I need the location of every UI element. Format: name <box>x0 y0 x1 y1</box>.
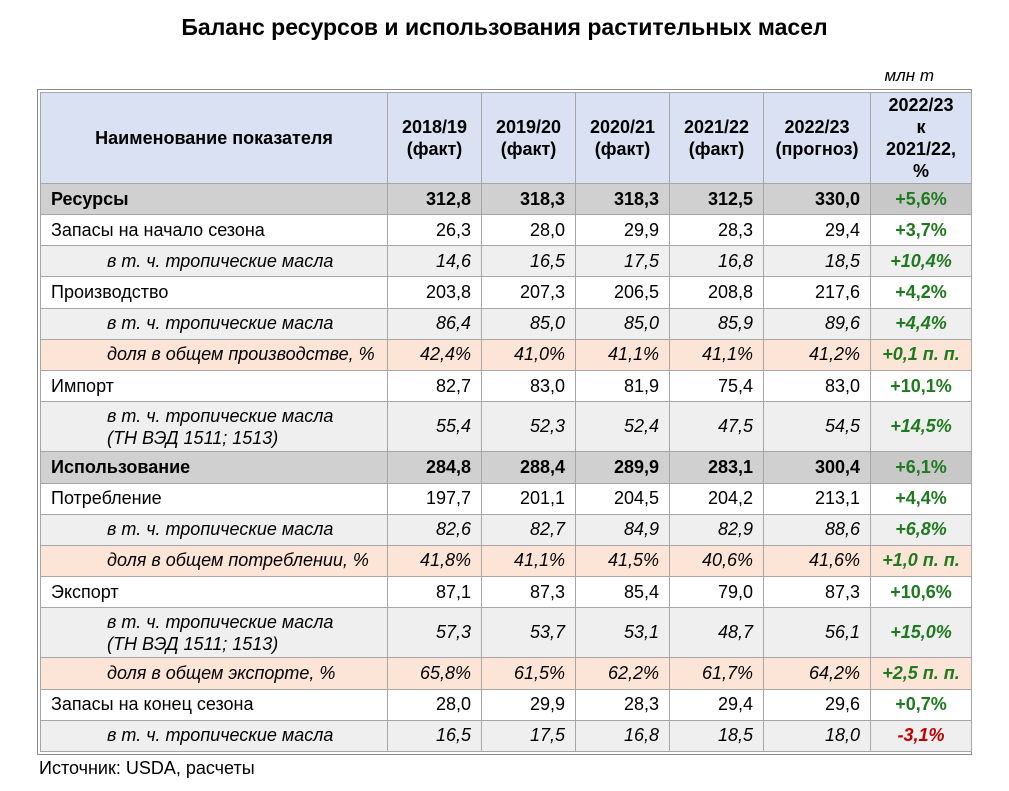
value-cell: 41,8% <box>388 545 482 576</box>
change-cell: +10,4% <box>871 246 972 277</box>
change-cell: +4,2% <box>871 277 972 308</box>
table-row <box>41 658 972 689</box>
value-cell: 83,0 <box>764 370 871 401</box>
value-cell: 41,2% <box>764 339 871 370</box>
value-cell: 28,0 <box>388 689 482 720</box>
value-cell: 81,9 <box>576 370 670 401</box>
row-label: в т. ч. тропические масла (ТН ВЭД 1511; 1513) <box>41 402 388 452</box>
value-cell: 56,1 <box>764 608 871 658</box>
value-cell: 208,8 <box>670 277 764 308</box>
value-cell: 29,4 <box>764 215 871 246</box>
change-cell: +14,5% <box>871 402 972 452</box>
unit-label: млн т <box>884 66 934 85</box>
value-cell: 330,0 <box>764 184 871 215</box>
value-cell: 204,2 <box>670 483 764 514</box>
value-cell: 47,5 <box>670 402 764 452</box>
column-header-year: 2021/22 (факт) <box>670 93 764 184</box>
table-row <box>41 402 972 452</box>
value-cell: 17,5 <box>482 720 576 751</box>
value-cell: 82,9 <box>670 514 764 545</box>
value-cell: 312,8 <box>388 184 482 215</box>
value-cell: 85,9 <box>670 308 764 339</box>
table-row <box>41 184 972 215</box>
change-cell: +4,4% <box>871 483 972 514</box>
change-cell: +10,1% <box>871 370 972 401</box>
value-cell: 48,7 <box>670 608 764 658</box>
value-cell: 41,6% <box>764 545 871 576</box>
value-cell: 85,4 <box>576 576 670 607</box>
table-row <box>41 483 972 514</box>
value-cell: 41,0% <box>482 339 576 370</box>
value-cell: 82,6 <box>388 514 482 545</box>
value-cell: 28,0 <box>482 215 576 246</box>
value-cell: 40,6% <box>670 545 764 576</box>
table-row <box>41 689 972 720</box>
change-cell: +4,4% <box>871 308 972 339</box>
data-table-frame <box>37 89 972 755</box>
value-cell: 217,6 <box>764 277 871 308</box>
table-header-row <box>41 93 972 184</box>
value-cell: 83,0 <box>482 370 576 401</box>
table-row <box>41 339 972 370</box>
row-label: Экспорт <box>41 576 388 607</box>
value-cell: 18,0 <box>764 720 871 751</box>
table-row <box>41 277 972 308</box>
column-header-year: 2018/19 (факт) <box>388 93 482 184</box>
value-cell: 203,8 <box>388 277 482 308</box>
value-cell: 52,3 <box>482 402 576 452</box>
value-cell: 312,5 <box>670 184 764 215</box>
table-row <box>41 308 972 339</box>
value-cell: 82,7 <box>388 370 482 401</box>
value-cell: 85,0 <box>576 308 670 339</box>
change-cell: +15,0% <box>871 608 972 658</box>
value-cell: 62,2% <box>576 658 670 689</box>
balance-table <box>40 92 972 752</box>
value-cell: 29,9 <box>482 689 576 720</box>
row-label: в т. ч. тропические масла <box>41 720 388 751</box>
change-cell: +5,6% <box>871 184 972 215</box>
table-row <box>41 608 972 658</box>
value-cell: 28,3 <box>576 689 670 720</box>
value-cell: 41,1% <box>576 339 670 370</box>
row-label: в т. ч. тропические масла (ТН ВЭД 1511; 1513) <box>41 608 388 658</box>
value-cell: 84,9 <box>576 514 670 545</box>
change-cell: -3,1% <box>871 720 972 751</box>
value-cell: 42,4% <box>388 339 482 370</box>
value-cell: 16,8 <box>576 720 670 751</box>
value-cell: 29,6 <box>764 689 871 720</box>
row-label: доля в общем потреблении, % <box>41 545 388 576</box>
value-cell: 52,4 <box>576 402 670 452</box>
table-row <box>41 576 972 607</box>
value-cell: 300,4 <box>764 452 871 483</box>
value-cell: 85,0 <box>482 308 576 339</box>
row-label: Импорт <box>41 370 388 401</box>
row-label: доля в общем производстве, % <box>41 339 388 370</box>
table-row <box>41 215 972 246</box>
change-cell: +10,6% <box>871 576 972 607</box>
value-cell: 206,5 <box>576 277 670 308</box>
value-cell: 89,6 <box>764 308 871 339</box>
value-cell: 17,5 <box>576 246 670 277</box>
row-label: Производство <box>41 277 388 308</box>
value-cell: 207,3 <box>482 277 576 308</box>
value-cell: 54,5 <box>764 402 871 452</box>
change-cell: +0,7% <box>871 689 972 720</box>
table-row <box>41 370 972 401</box>
row-label: Запасы на конец сезона <box>41 689 388 720</box>
value-cell: 288,4 <box>482 452 576 483</box>
value-cell: 29,9 <box>576 215 670 246</box>
value-cell: 86,4 <box>388 308 482 339</box>
value-cell: 213,1 <box>764 483 871 514</box>
page-title: Баланс ресурсов и использования растительных масел <box>181 14 828 40</box>
row-label: доля в общем экспорте, % <box>41 658 388 689</box>
value-cell: 41,1% <box>482 545 576 576</box>
change-cell: +3,7% <box>871 215 972 246</box>
value-cell: 53,1 <box>576 608 670 658</box>
table-row <box>41 246 972 277</box>
value-cell: 16,5 <box>482 246 576 277</box>
value-cell: 284,8 <box>388 452 482 483</box>
value-cell: 53,7 <box>482 608 576 658</box>
value-cell: 283,1 <box>670 452 764 483</box>
row-label: Потребление <box>41 483 388 514</box>
value-cell: 16,5 <box>388 720 482 751</box>
value-cell: 318,3 <box>576 184 670 215</box>
value-cell: 14,6 <box>388 246 482 277</box>
column-header-change: 2022/23 к 2021/22, % <box>871 93 972 184</box>
column-header-year: 2022/23 (прогноз) <box>764 93 871 184</box>
value-cell: 28,3 <box>670 215 764 246</box>
column-header-year: 2019/20 (факт) <box>482 93 576 184</box>
value-cell: 82,7 <box>482 514 576 545</box>
table-row <box>41 514 972 545</box>
row-label: Ресурсы <box>41 184 388 215</box>
value-cell: 87,1 <box>388 576 482 607</box>
value-cell: 57,3 <box>388 608 482 658</box>
value-cell: 41,5% <box>576 545 670 576</box>
value-cell: 318,3 <box>482 184 576 215</box>
change-cell: +1,0 п. п. <box>871 545 972 576</box>
change-cell: +6,8% <box>871 514 972 545</box>
value-cell: 79,0 <box>670 576 764 607</box>
value-cell: 88,6 <box>764 514 871 545</box>
change-cell: +2,5 п. п. <box>871 658 972 689</box>
value-cell: 29,4 <box>670 689 764 720</box>
value-cell: 26,3 <box>388 215 482 246</box>
value-cell: 18,5 <box>670 720 764 751</box>
value-cell: 201,1 <box>482 483 576 514</box>
row-label: Запасы на начало сезона <box>41 215 388 246</box>
value-cell: 204,5 <box>576 483 670 514</box>
value-cell: 18,5 <box>764 246 871 277</box>
value-cell: 16,8 <box>670 246 764 277</box>
value-cell: 61,5% <box>482 658 576 689</box>
row-label: Использование <box>41 452 388 483</box>
value-cell: 75,4 <box>670 370 764 401</box>
column-header-name: Наименование показателя <box>41 93 388 184</box>
value-cell: 87,3 <box>482 576 576 607</box>
value-cell: 61,7% <box>670 658 764 689</box>
table-row <box>41 545 972 576</box>
source-note: Источник: USDA, расчеты <box>39 758 255 778</box>
row-label: в т. ч. тропические масла <box>41 308 388 339</box>
change-cell: +0,1 п. п. <box>871 339 972 370</box>
value-cell: 55,4 <box>388 402 482 452</box>
row-label: в т. ч. тропические масла <box>41 246 388 277</box>
value-cell: 64,2% <box>764 658 871 689</box>
value-cell: 41,1% <box>670 339 764 370</box>
column-header-year: 2020/21 (факт) <box>576 93 670 184</box>
value-cell: 65,8% <box>388 658 482 689</box>
table-row <box>41 720 972 751</box>
row-label: в т. ч. тропические масла <box>41 514 388 545</box>
value-cell: 87,3 <box>764 576 871 607</box>
value-cell: 289,9 <box>576 452 670 483</box>
table-row <box>41 452 972 483</box>
change-cell: +6,1% <box>871 452 972 483</box>
value-cell: 197,7 <box>388 483 482 514</box>
